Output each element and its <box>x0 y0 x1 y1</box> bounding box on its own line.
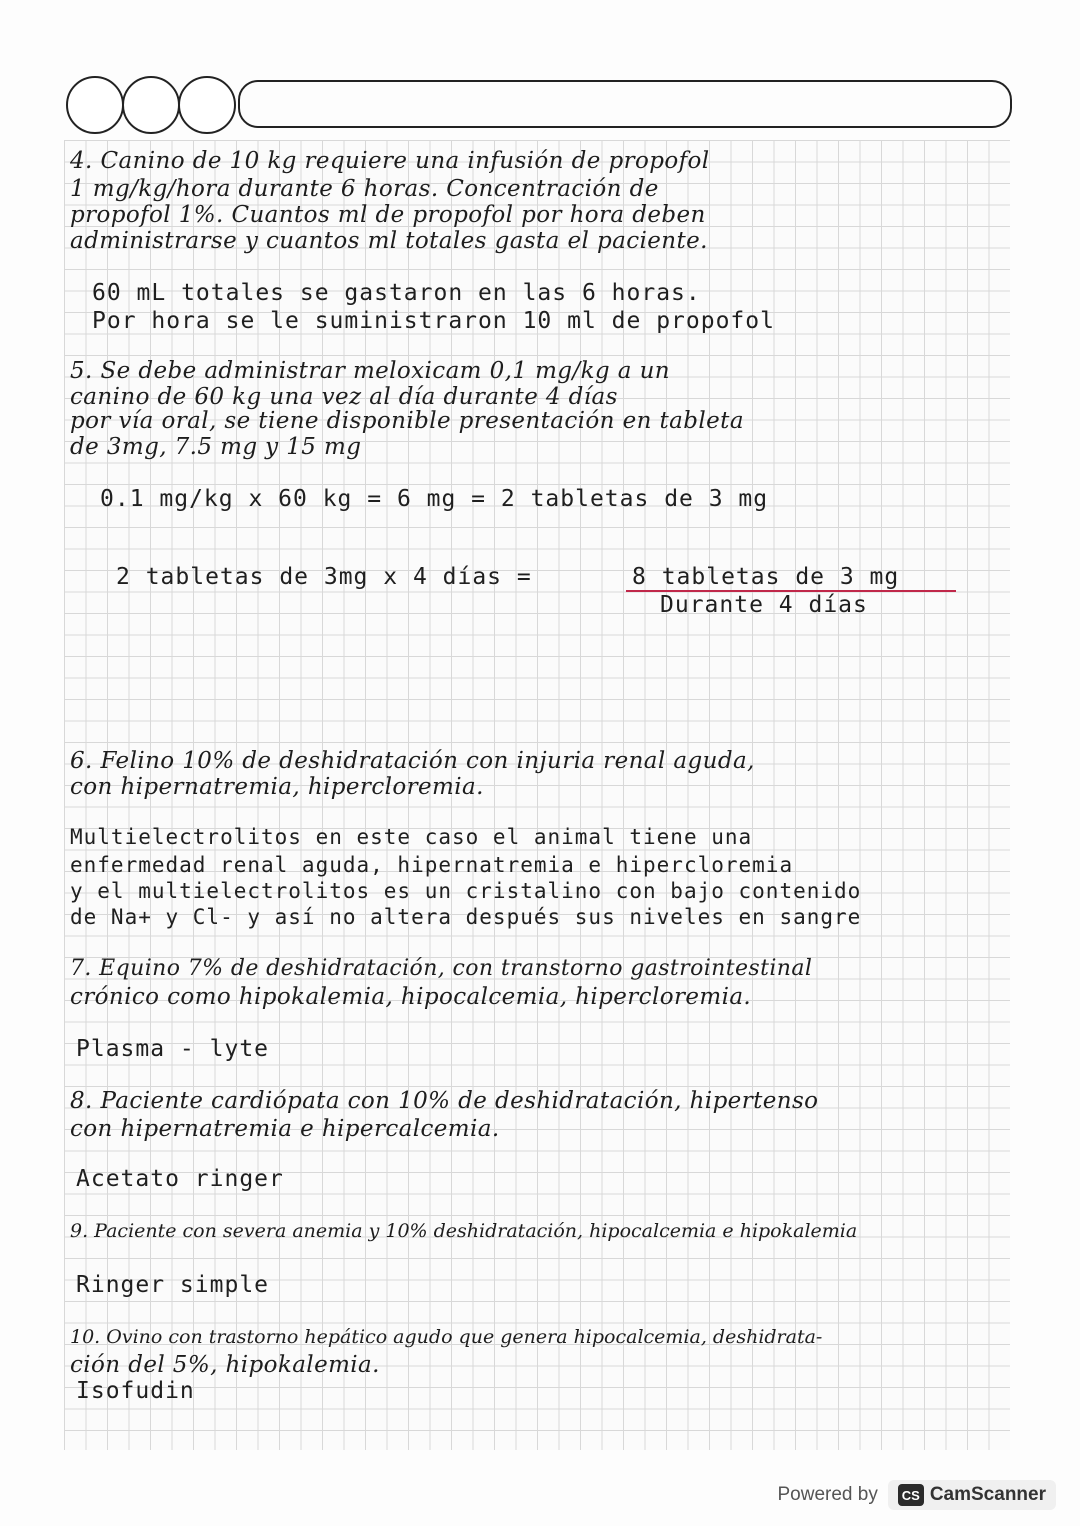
q4-line-3: propofol 1%. Cuantos ml de propofol por hora deben <box>70 202 706 228</box>
q5-line-4: de 3mg, 7.5 mg y 15 mg <box>70 434 362 460</box>
q5-line-2: canino de 60 kg una vez al día durante 4 días <box>70 384 618 410</box>
q4-line-2: 1 mg/kg/hora durante 6 horas. Concentración de <box>70 176 659 202</box>
q6-answer-3: y el multielectrolitos es un cristalino con bajo contenido <box>70 879 862 903</box>
q6-answer-4: de Na+ y Cl- y así no altera después sus niveles en sangre <box>70 905 862 929</box>
q9-answer: Ringer simple <box>76 1272 270 1298</box>
q5-calculation-dose: 0.1 mg/kg x 60 kg = 6 mg = 2 tabletas de 3 mg <box>100 486 769 512</box>
q8-line-1: 8. Paciente cardiópata con 10% de deshidratación, hipertenso <box>70 1088 819 1114</box>
q6-line-2: con hipernatremia, hipercloremia. <box>70 774 484 800</box>
q7-line-2: crónico como hipokalemia, hipocalcemia, hipercloremia. <box>70 984 752 1010</box>
q5-line-1: 5. Se debe administrar meloxicam 0,1 mg/kg a un <box>70 358 670 384</box>
q10-answer: Isofudin <box>76 1378 195 1404</box>
camscanner-watermark <box>777 1480 1056 1510</box>
q6-answer-2: enfermedad renal aguda, hipernatremia e hipercloremia <box>70 853 794 877</box>
q6-line-1: 6. Felino 10% de deshidratación con injuria renal aguda, <box>70 748 755 774</box>
q7-line-1: 7. Equino 7% de deshidratación, con transtorno gastrointestinal <box>70 956 813 981</box>
q4-line-4: administrarse y cuantos ml totales gasta el paciente. <box>70 228 708 254</box>
q6-answer-1: Multielectrolitos en este caso el animal tiene una <box>70 825 753 849</box>
q10-line-1: 10. Ovino con trastorno hepático agudo que genera hipocalcemia, deshidrata- <box>70 1326 823 1348</box>
q7-answer: Plasma - lyte <box>76 1036 270 1062</box>
q5-result-duration: Durante 4 días <box>660 592 868 618</box>
header-circle-2 <box>122 76 180 134</box>
q5-result: 8 tabletas de 3 mg <box>632 564 900 590</box>
q4-answer-1: 60 mL totales se gastaron en las 6 horas. <box>92 280 701 306</box>
camscanner-badge <box>888 1480 1056 1510</box>
powered-by-label: Powered by <box>777 1484 878 1505</box>
q4-line-1: 4. Canino de 10 kg requiere una infusión de propofol <box>70 148 710 174</box>
q10-line-2: ción del 5%, hipokalemia. <box>70 1352 380 1378</box>
q5-line-3: por vía oral, se tiene disponible presentación en tableta <box>70 408 744 434</box>
q9-line: 9. Paciente con severa anemia y 10% deshidratación, hipocalcemia e hipokalemia <box>70 1220 858 1242</box>
q8-line-2: con hipernatremia e hipercalcemia. <box>70 1116 500 1142</box>
camscanner-logo-icon: CS <box>898 1484 924 1506</box>
q8-answer: Acetato ringer <box>76 1166 284 1192</box>
camscanner-brand-name: CamScanner <box>929 1484 1046 1505</box>
header-circle-1 <box>66 76 124 134</box>
q4-answer-2: Por hora se le suministraron 10 ml de propofol <box>92 308 775 334</box>
header-circle-3 <box>178 76 236 134</box>
q5-calculation-total: 2 tabletas de 3mg x 4 días = <box>116 564 532 590</box>
header-title-bar <box>238 80 1012 128</box>
